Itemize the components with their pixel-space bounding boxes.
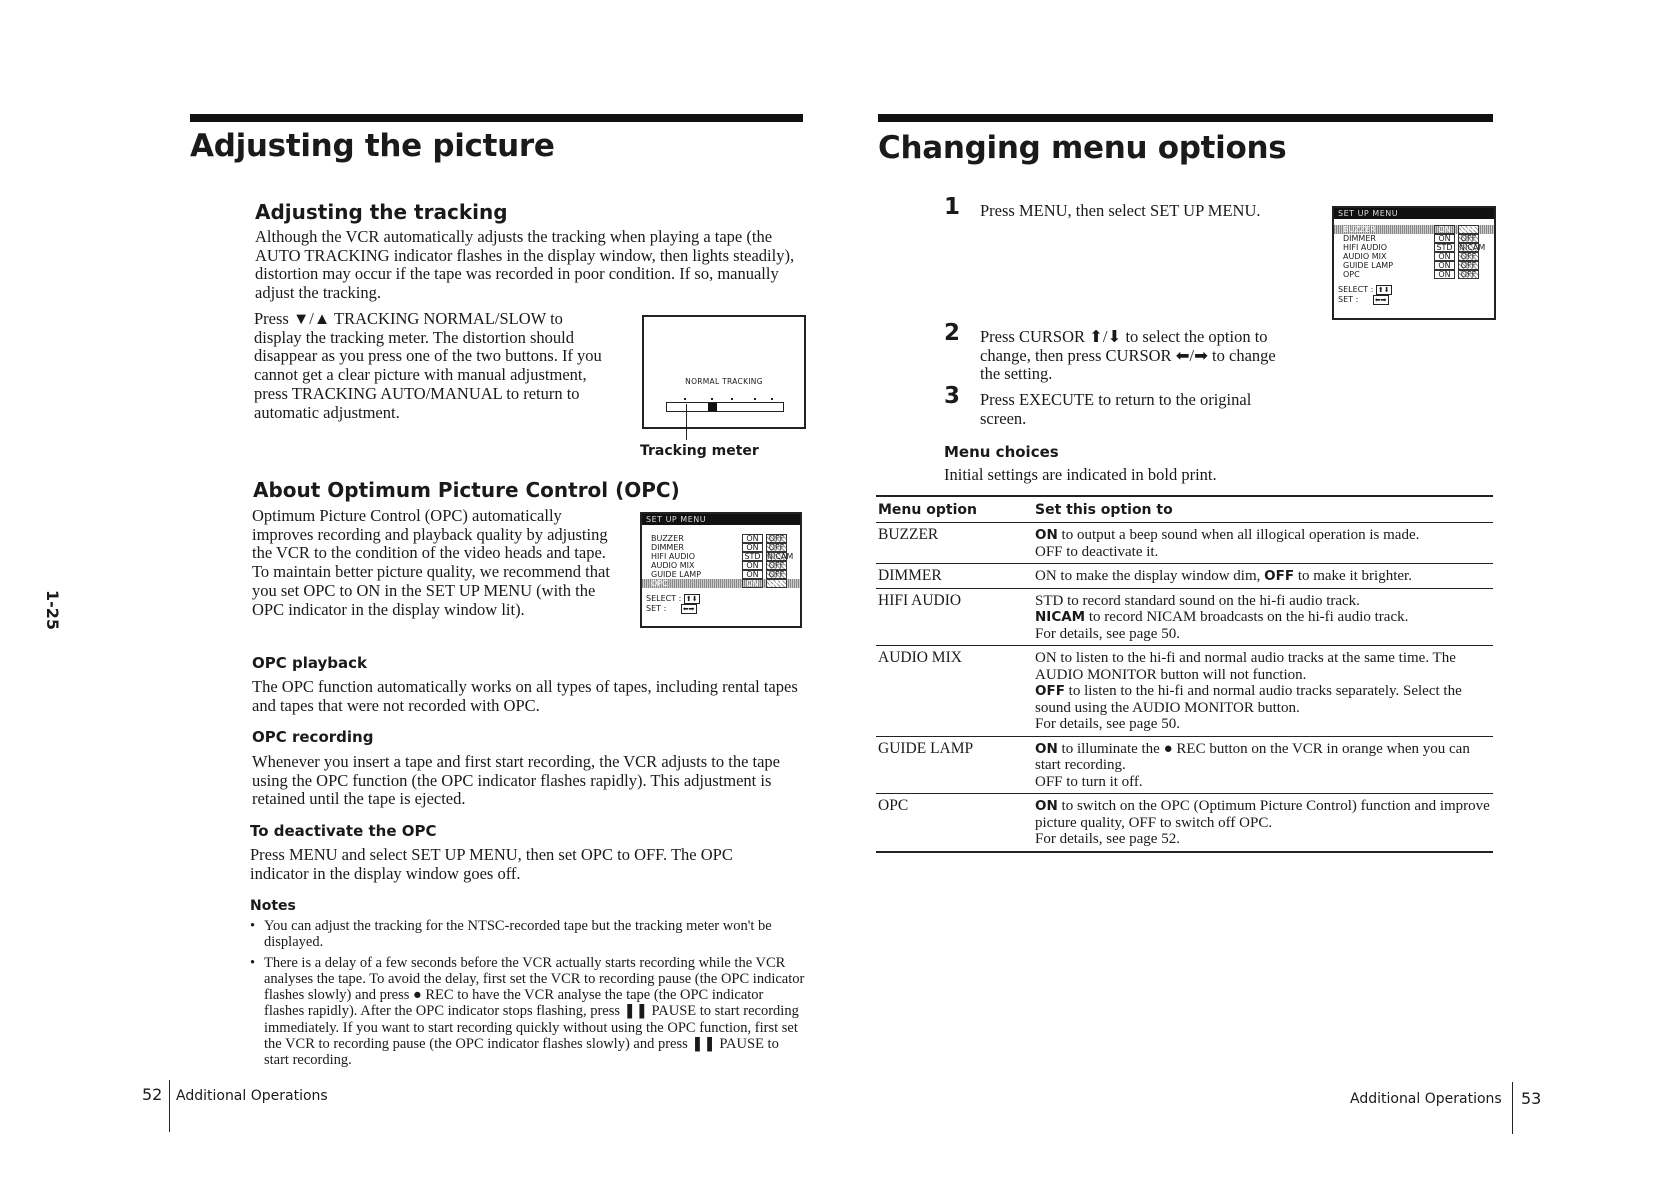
opc-intro: Optimum Picture Control (OPC) automatically improves recording and playback quality by adjusting the VCR to the condition of the video heads and tape. To maintain better picture quality, we recommend that you set OPC to ON in the SET UP MENU (with the OPC indicator in the display window lit). [252,506,610,619]
setting-text: For details, see page 50. [1035,716,1180,732]
right-title-rule [878,114,1493,122]
setting-line [1035,568,1493,585]
setup-menu-set-label: SET : ⬅➡ [1338,295,1387,304]
updown-icon: ⬆⬇ [1377,286,1390,294]
menu-row-label: GUIDE LAMP [1343,261,1394,270]
menu-row [1334,234,1494,243]
tracking-meter-bar [666,402,784,412]
table-option-cell: OPC [876,794,1033,852]
menu-choices-intro: Initial settings are indicated in bold print. [944,465,1217,484]
step-number: 3 [944,383,961,409]
menu-row-label: HIFI AUDIO [651,552,696,561]
menu-row [642,570,800,579]
setting-text: to record NICAM broadcasts on the hi-fi audio track. [1085,609,1409,625]
step-text: Press MENU, then select SET UP MENU. [980,201,1261,220]
menu-option-1: ON [742,534,763,543]
table-option-cell: AUDIO MIX [876,646,1033,737]
table-option-cell: BUZZER [876,523,1033,564]
setting-default-value: OFF [1035,683,1065,699]
menu-row [642,534,800,543]
menu-choices-heading: Menu choices [944,443,1059,461]
opc-playback-heading: OPC playback [252,654,368,672]
menu-options-table [876,495,1493,853]
menu-option-2: OFF [766,561,787,570]
setting-line [1035,609,1493,626]
setting-text: OFF to deactivate it. [1035,543,1159,560]
table-row [876,736,1493,794]
setting-text: to listen to the hi-fi and normal audio tracks separately. Select the sound using the AUDIO MONITOR button. [1035,683,1462,716]
tracking-meter-tick [684,398,686,400]
tracking-meter-tick [711,398,713,400]
setting-text: OFF to turn it off. [1035,773,1143,790]
menu-option-1: ON [1434,252,1455,261]
menu-row [1334,225,1494,234]
menu-row-label: DIMMER [1343,234,1376,243]
step-number: 1 [944,194,961,220]
menu-row-label: BUZZER [1343,225,1376,234]
left-footer-divider [169,1080,170,1132]
setting-text: to switch on the OPC (Optimum Picture Control) function and improve picture quality, OFF to switch off OPC. [1035,798,1490,831]
setup-menu-screen [1332,206,1496,320]
setting-text: For details, see page 50. [1035,625,1180,642]
step-number: 2 [944,320,961,346]
tracking-meter-tick [731,398,733,400]
menu-row [642,561,800,570]
table-option-cell: DIMMER [876,564,1033,589]
tracking-meter-marker [708,403,717,411]
setting-default-value: ON [1035,798,1058,814]
setting-line [1035,798,1493,831]
setting-text: For details, see page 52. [1035,831,1180,847]
step-text: Press CURSOR ⬆/⬇ to select the option to change, then press CURSOR ⬅/➡ to change the setting. [980,327,1276,384]
left-title-rule [190,114,803,122]
setting-default-value: ON [1035,527,1058,543]
right-footer-divider [1512,1082,1513,1134]
menu-row [1334,270,1494,279]
table-setting-cell [1033,588,1493,646]
opc-menu-select-label: SELECT : ⬆⬇ [646,594,698,603]
setup-menu-rows [1334,225,1494,279]
table-setting-cell [1033,564,1493,589]
leftright-icon: ⬅➡ [1374,296,1387,304]
setting-line [1035,774,1493,791]
opc-deactivate-text: Press MENU and select SET UP MENU, then set OPC to OFF. The OPC indicator in the display window goes off. [250,845,733,883]
setting-line [1035,544,1493,561]
note-item: • You can adjust the tracking for the NTSC-recorded tape but the tracking meter won't be displayed. [250,918,805,951]
updown-icon: ⬆⬇ [685,595,698,603]
setting-default-value: NICAM [1035,609,1086,625]
setting-default-value: ON [1035,740,1058,757]
menu-option-2: OFF [1458,270,1479,279]
tracking-meter-tick [754,398,756,400]
table-setting-cell [1033,736,1493,794]
opc-playback-text: The OPC function automatically works on all types of tapes, including rental tapes and tapes that were not recorded with OPC. [252,677,798,715]
menu-row [1334,252,1494,261]
tracking-press-text: Press ▼/▲ TRACKING NORMAL/SLOW to display the tracking meter. The distortion should disappear as you press one of the two buttons. If you cannot get a clear picture with manual adjustment, press TRACKING AUTO/MANUAL to return to automatic adjustment. [254,309,602,422]
menu-row [642,579,800,588]
menu-option-2: OFF [1458,252,1479,261]
setting-line [1035,593,1493,610]
table-row [876,646,1493,737]
menu-option-2: OFF [766,570,787,579]
tracking-meter-caption: Tracking meter [640,443,759,459]
menu-option-1: ON [742,579,763,588]
setting-text: STD to record standard sound on the hi-fi audio track. [1035,592,1360,609]
setting-line [1035,650,1493,683]
tracking-heading: Adjusting the tracking [255,200,508,224]
menu-option-1: ON [1434,261,1455,270]
table-row [876,588,1493,646]
menu-option-2: OFF [1458,261,1479,270]
right-page-number: 53 [1521,1089,1542,1108]
menu-option-1: ON [742,543,763,552]
opc-heading: About Optimum Picture Control (OPC) [253,478,680,502]
table-setting-cell [1033,523,1493,564]
table-body [876,523,1493,852]
menu-option-1: ON [1434,225,1455,234]
menu-option-2: OFF [766,534,787,543]
opc-deactivate-heading: To deactivate the OPC [250,822,437,840]
opc-menu-rows [642,534,800,588]
setting-line [1035,741,1493,774]
opc-menu-title: SET UP MENU [642,514,800,525]
setting-line [1035,626,1493,643]
note-item: • There is a delay of a few seconds before the VCR actually starts recording while the VCR analyses the tape. To avoid the delay, first set the VCR to recording pause (the OPC indicator flashes slowly) and press ● REC to have the VCR analyse the tape (the OPC indicator flashes rapidly). After the OPC indicator stops flashing, press ❚❚ PAUSE to start recording immediately. If you want to start recording quickly without using the OPC function, first set the VCR to recording pause (the OPC indicator flashes slowly) and press ❚❚ PAUSE to start recording. [250,955,805,1069]
leftright-icon: ⬅➡ [682,605,695,613]
left-footer-label: Additional Operations [176,1088,328,1104]
setting-text: to make it brighter. [1294,568,1412,584]
table-setting-cell [1033,794,1493,852]
right-page-title: Changing menu options [878,130,1287,166]
menu-option-1: STD [742,552,763,561]
menu-option-2: NICAM [767,552,794,561]
menu-option-2: OFF [1458,225,1479,234]
col-header-option: Menu option [876,496,1033,523]
menu-row-label: HIFI AUDIO [1343,243,1388,252]
menu-row-label: DIMMER [651,543,684,552]
opc-recording-heading: OPC recording [252,728,374,746]
setting-line [1035,716,1493,733]
menu-row [642,543,800,552]
left-page-number: 52 [142,1085,163,1104]
menu-option-1: ON [742,570,763,579]
table-header-row [876,496,1493,523]
notes-list [250,918,805,1073]
setting-text: ON to make the display window dim, [1035,568,1265,584]
setup-menu-select-label: SELECT : ⬆⬇ [1338,285,1390,294]
tracking-screen [642,315,806,429]
menu-row-label: OPC [1343,270,1360,279]
setting-text: ON to listen to the hi-fi and normal audio tracks at the same time. The AUDIO MONITOR button will not function. [1035,650,1456,683]
menu-row-label: OPC [651,579,668,588]
notes-heading: Notes [250,898,296,914]
table-row [876,794,1493,852]
menu-row-label: BUZZER [651,534,684,543]
table-setting-cell [1033,646,1493,737]
opc-recording-text: Whenever you insert a tape and first start recording, the VCR adjusts to the tape using the OPC function (the OPC indicator flashes rapidly). This adjustment is retained until the tape is ejected. [252,752,780,809]
meter-caption-line [686,404,687,440]
col-header-setting: Set this option to [1033,496,1493,523]
side-page-label: 1-25 [43,590,62,631]
menu-option-1: ON [742,561,763,570]
table-option-cell: GUIDE LAMP [876,736,1033,794]
table-option-cell: HIFI AUDIO [876,588,1033,646]
right-footer-label: Additional Operations [1350,1091,1502,1107]
menu-option-2: OFF [766,579,787,588]
step-text: Press EXECUTE to return to the original screen. [980,390,1252,428]
setting-text: to output a beep sound when all illogical operation is made. [1057,527,1420,543]
menu-option-1: ON [1434,270,1455,279]
setting-line [1035,683,1493,716]
tracking-screen-label: NORMAL TRACKING [685,377,763,386]
opc-menu-set-label: SET : ⬅➡ [646,604,695,613]
setting-text: to illuminate the ● REC button on the VCR in orange when you can start recording. [1035,740,1470,773]
menu-option-2: OFF [1458,234,1479,243]
menu-row [642,552,800,561]
opc-menu-screen [640,512,802,628]
menu-row [1334,261,1494,270]
menu-option-2: OFF [766,543,787,552]
menu-row-label: AUDIO MIX [1343,252,1387,261]
setup-menu-title: SET UP MENU [1334,208,1494,219]
menu-row-label: AUDIO MIX [651,561,695,570]
menu-option-1: STD [1434,243,1455,252]
table-row [876,564,1493,589]
menu-row-label: GUIDE LAMP [651,570,702,579]
menu-option-1: ON [1434,234,1455,243]
table-row [876,523,1493,564]
tracking-intro: Although the VCR automatically adjusts the tracking when playing a tape (the AUTO TRACKING indicator flashes in the display window, then lights steadily), distortion may occur if the tape was recorded in poor condition. If so, manually adjust the tracking. [255,227,795,303]
menu-option-2: NICAM [1459,243,1486,252]
tracking-meter-tick [771,398,773,400]
menu-row [1334,243,1494,252]
left-page-title: Adjusting the picture [190,128,555,164]
setting-line [1035,831,1493,848]
setting-line [1035,527,1493,544]
setting-default-value: OFF [1264,568,1295,584]
